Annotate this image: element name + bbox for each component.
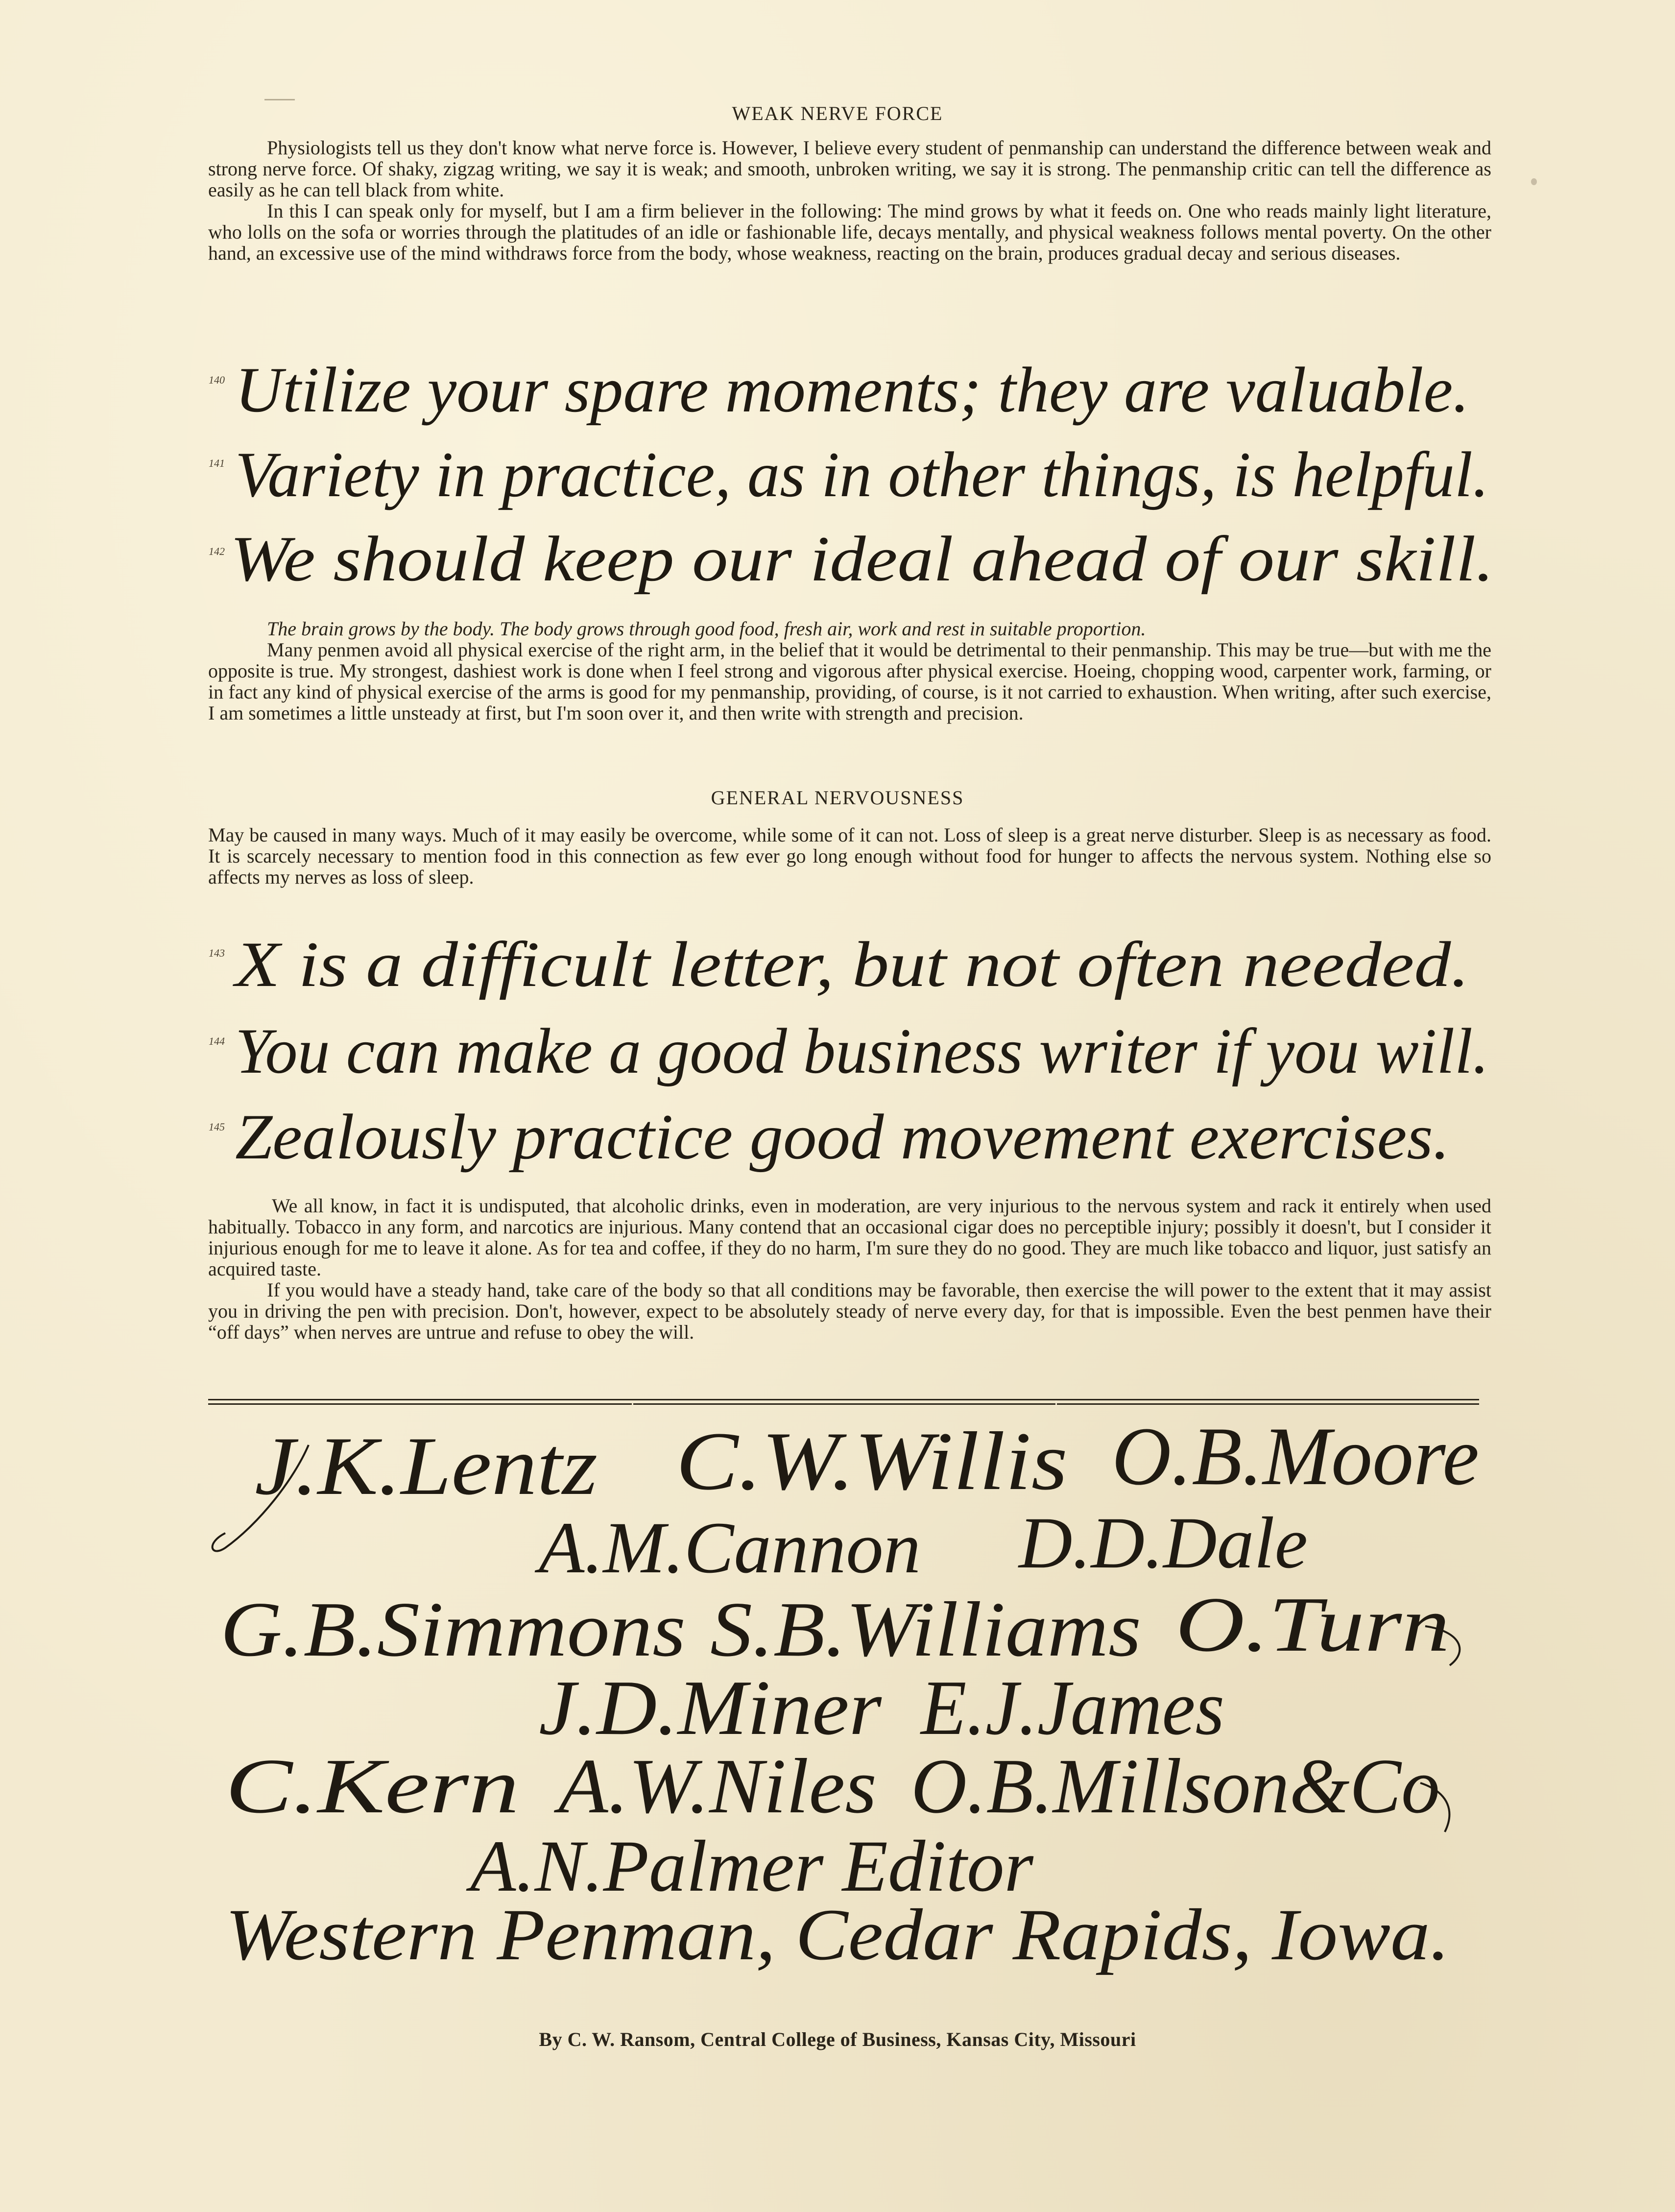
script-svg <box>215 438 1499 517</box>
signature: O.B.Moore <box>1112 1410 1479 1502</box>
script-text: Variety in practice, as in other things, is helpful. <box>235 438 1489 510</box>
signature: J.K.Lentz <box>255 1420 598 1512</box>
script-copy-line-142 <box>209 523 1499 605</box>
page-corner-mark <box>264 99 295 100</box>
copy-number: 143 <box>209 947 225 959</box>
script-copy-line-144 <box>209 1015 1499 1095</box>
paragraph: Physiologists tell us they don't know what nerve force is. However, I believe every student of penmanship can understand the difference between weak and strong nerve force. Of shaky, zigzag writing, we say it is weak; and smooth, unbroken writing, we say it is strong. The penmanship critic can tell the difference as easily as he can tell black from white. <box>208 137 1491 201</box>
script-copy-line-141 <box>209 438 1499 517</box>
script-svg <box>215 523 1499 605</box>
body-and-brain-text <box>208 618 1491 723</box>
signature-specimens <box>196 1410 1494 1975</box>
script-text: Zealously practice good movement exercises. <box>235 1101 1450 1173</box>
signatures-svg <box>196 1410 1494 1975</box>
signature: J.D.Miner <box>539 1664 882 1751</box>
signature: A.W.Niles <box>553 1742 877 1829</box>
signature: Western Penman, Cedar Rapids, Iowa. <box>225 1894 1450 1975</box>
copy-number: 144 <box>209 1035 225 1047</box>
signature: O.B.Millson&Co <box>911 1742 1440 1829</box>
paragraph: Many penmen avoid all physical exercise of the right arm, in the belief that it would be detrimental to their penmanship. This may be true—but with me the opposite is true. My strongest, dashiest work is done when I feel strong and vigorous after physical exercise. Hoeing, chopping wood, carpenter work, farming, or in fact any kind of physical exercise of the arms is good for my penmanship, providing, of course, is it not carried to exhaustion. When writing, after such exercise, I am sometimes a little unsteady at first, but I'm soon over it, and then write with strength and precision. <box>208 639 1491 724</box>
script-svg <box>215 1015 1499 1095</box>
script-text: We should keep our ideal ahead of our skill. <box>230 523 1494 595</box>
signature: G.B.Simmons <box>220 1586 686 1673</box>
script-text: X is a difficult letter, but not often needed. <box>232 928 1470 1000</box>
signature: C.Kern <box>225 1742 519 1829</box>
signature: E.J.James <box>920 1664 1224 1751</box>
weak-nerve-force-text <box>208 137 1491 264</box>
italic-maxim: The brain grows by the body. The body grows through good food, fresh air, work and rest in suitable proportion. <box>267 618 1146 640</box>
section-heading-weak-nerve-force: WEAK NERVE FORCE <box>732 102 943 124</box>
alcohol-tobacco-text <box>208 1195 1491 1343</box>
script-text: You can make a good business writer if you will. <box>235 1015 1489 1087</box>
script-copy-line-140 <box>209 354 1499 433</box>
paragraph: May be caused in many ways. Much of it may easily be overcome, while some of it can not. Loss of sleep is a great nerve disturber. Sleep is as necessary as food. It is scarcely necessary to mention food in this connection as few ever go long enough without food for hunger to affects the nervous system. Nothing else so affects my nerves as loss of sleep. <box>208 824 1491 888</box>
general-nervousness-text <box>208 824 1491 888</box>
paper-speck <box>1531 178 1537 185</box>
rule-break <box>632 1400 633 1406</box>
author-credit: By C. W. Ransom, Central College of Business, Kansas City, Missouri <box>539 2028 1136 2050</box>
copy-number: 142 <box>209 545 225 557</box>
script-text: Utilize your spare moments; they are valuable. <box>235 354 1469 426</box>
script-svg <box>215 928 1499 1007</box>
script-svg <box>215 1101 1499 1180</box>
double-rule-divider <box>208 1399 1479 1405</box>
signature: A.M.Cannon <box>534 1507 921 1588</box>
script-copy-line-145 <box>209 1101 1499 1180</box>
rule-break <box>1055 1400 1057 1406</box>
copy-number: 140 <box>209 374 225 386</box>
section-heading-general-nervousness: GENERAL NERVOUSNESS <box>711 787 964 809</box>
paragraph: If you would have a steady hand, take care of the body so that all conditions may be favorable, then exercise the will power to the extent that it may assist you in driving the pen with precision. Don't, however, expect to be absolutely steady of nerve every day, for that is impossible. Even the best penmen have their “off days” when nerves are untrue and refuse to obey the will. <box>208 1279 1491 1343</box>
signature: D.D.Dale <box>1017 1502 1308 1584</box>
paragraph: In this I can speak only for myself, but I am a firm believer in the following: The mind grows by what it feeds on. One who reads mainly light literature, who lolls on the sofa or worries through the platitudes of an idle or fashionable life, decays mentally, and physical weakness follows mental poverty. On the other hand, an excessive use of the mind withdraws force from the body, whose weakness, reacting on the brain, produces gradual decay and serious diseases. <box>208 200 1491 264</box>
copy-number: 145 <box>209 1121 225 1133</box>
script-copy-line-143 <box>209 928 1499 1007</box>
signature: S.B.Williams <box>710 1586 1141 1673</box>
signature: C.W.Willis <box>676 1415 1068 1507</box>
copy-number: 141 <box>209 457 225 469</box>
paragraph: We all know, in fact it is undisputed, that alcoholic drinks, even in moderation, are very injurious to the nervous system and rack it entirely when used habitually. Tobacco in any form, and narcotics are injurious. Many contend that an occasional cigar does no perceptible injury; possibly it doesn't, but I consider it injurious enough for me to leave it alone. As for tea and coffee, if they do no harm, I'm sure they do no good. They are much like tobacco and liquor, just satisfy an acquired taste. <box>208 1195 1491 1280</box>
signature: O.Turn <box>1175 1581 1450 1668</box>
script-svg <box>215 354 1499 433</box>
signature: A.N.Palmer Editor <box>465 1826 1034 1907</box>
